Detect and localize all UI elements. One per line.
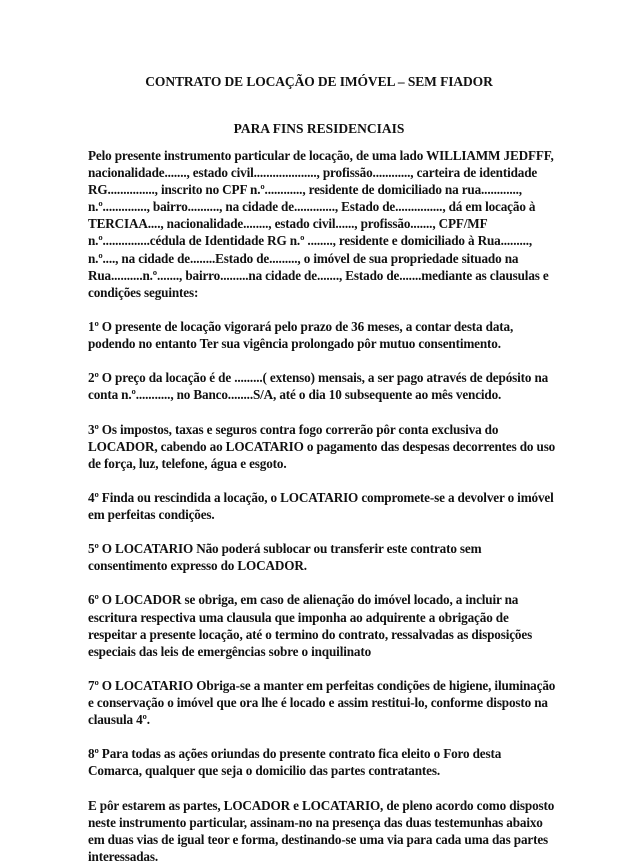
clause-6-paragraph: 6º O LOCADOR se obriga, em caso de alienação do imóvel locado, a incluir na escritura respectiva uma clausula que imponha ao adquirente a obrigação de respeitar a presente locação, até o termino do contrato, ressalvadas as disposições especiais das leis de emergências sobre o inquilinato	[88, 592, 533, 659]
clause-8-paragraph: 8º Para todas as ações oriundas do presente contrato fica eleito o Foro desta Comarca, qualquer que seja o domicilio das partes contratantes.	[88, 746, 502, 779]
clause-4-paragraph: 4º Finda ou rescindida a locação, o LOCATARIO compromete-se a devolver o imóvel em perfeitas condições.	[88, 489, 554, 522]
clause-5-paragraph: 5º O LOCATARIO Não poderá sublocar ou transferir este contrato sem consentimento expresso do LOCADOR.	[88, 541, 482, 574]
closing-paragraph: E pôr estarem as partes, LOCADOR e LOCATARIO, de pleno acordo como disposto neste instrumento particular, assinam-no na presença das duas testemunhas abaixo em duas vias de igual teor e forma, destinando-se uma via para cada uma das partes interessadas.	[88, 797, 555, 864]
preamble-paragraph: Pelo presente instrumento particular de locação, de uma lado WILLIAMM JEDFFF, nacionalidade......., estado civil...................., profissão............, carteira de identidade RG..............., inscrito no CPF n.º............, residente de domiciliado na rua............, n.º.............., bairro.........., na cidade de............., Estado de..............., dá em locação à TERCIAA...., nacionalidade........, estado civil......, profissão......., CPF/MF n.º...............cédula de Identidade RG n.º ........, residente e domiciliado à Rua........., n.º...., na cidade de........Estado de........., o imóvel de sua propriedade situado na Rua..........n.º......., bairro.........na cidade de......., Estado de.......mediante as clausulas e condições seguintes:	[88, 148, 554, 300]
clause-2-paragraph: 2º O preço da locação é de .........( extenso) mensais, a ser pago através de depósito na conta n.º..........., no Banco........S/A, até o dia 10 subsequente ao mês vencido.	[88, 370, 549, 403]
clause-1-paragraph: 1º O presente de locação vigorará pelo prazo de 36 meses, a contar desta data, podendo no entanto Ter sua vigência prolongado pôr mutuo consentimento.	[88, 318, 514, 352]
clause-7-paragraph: 7º O LOCATARIO Obriga-se a manter em perfeitas condições de higiene, iluminação e conservação o imóvel que ora lhe é locado e assim restitui-lo, conforme disposto na clausula 4º.	[88, 677, 556, 728]
clause-3-paragraph: 3º Os impostos, taxas e seguros contra fogo correrão pôr conta exclusiva do LOCADOR, cabendo ao LOCATARIO o pagamento das despesas decorrentes do uso de força, luz, telefone, água e esgoto.	[88, 421, 556, 471]
document-title: CONTRATO DE LOCAÇÃO DE IMÓVEL – SEM FIADOR	[145, 74, 493, 89]
document-subtitle: PARA FINS RESIDENCIAIS	[233, 121, 405, 136]
document-body	[88, 147, 558, 865]
